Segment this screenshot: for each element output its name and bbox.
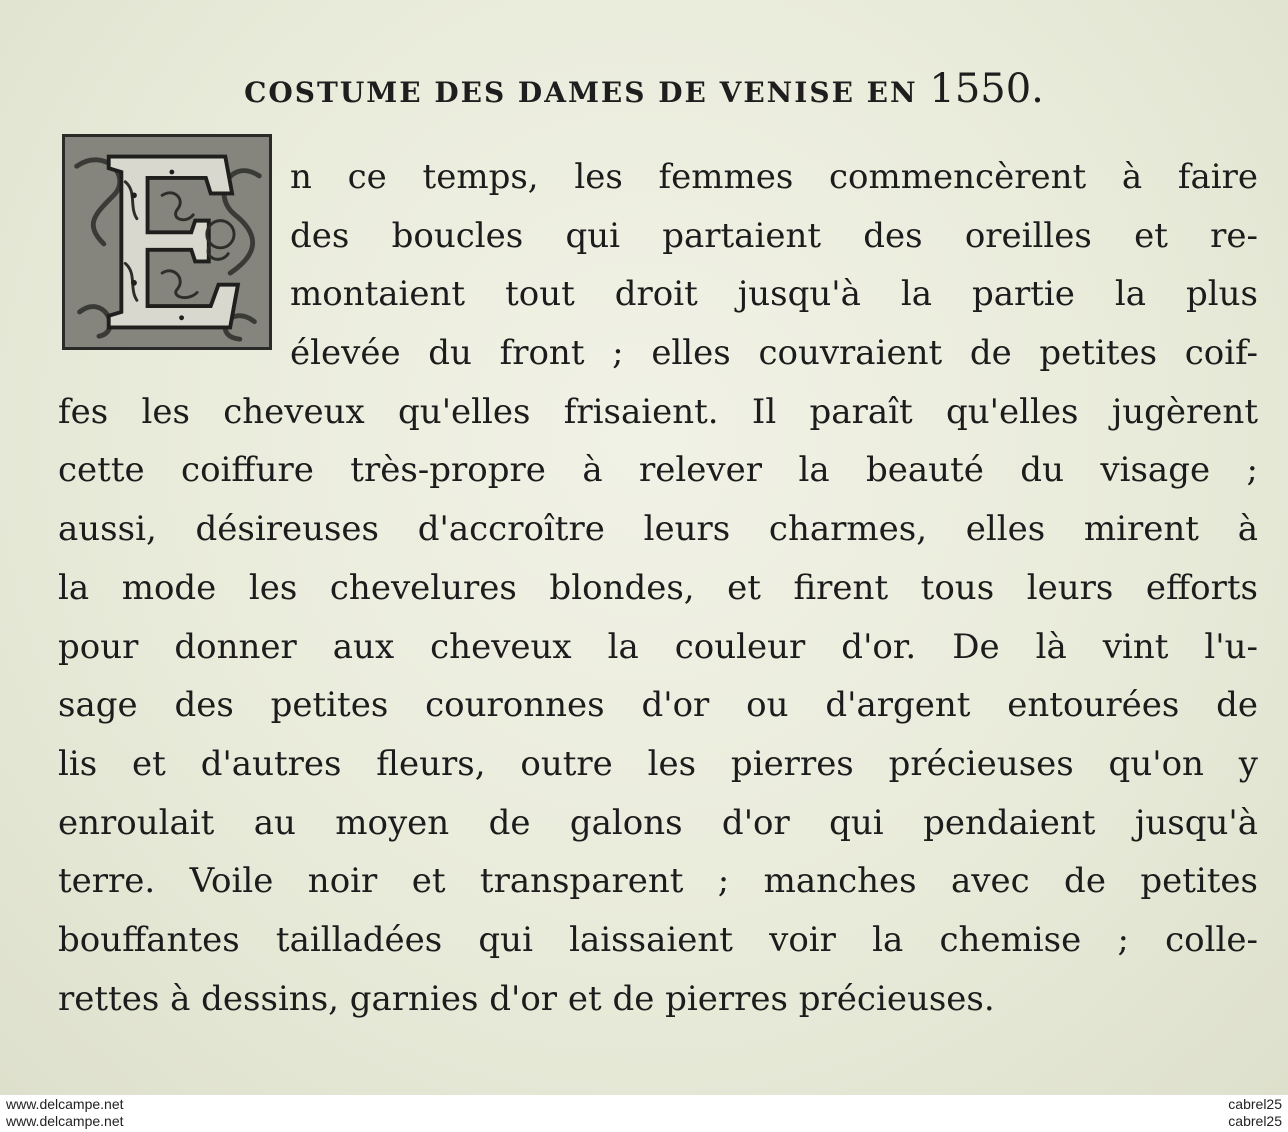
watermark-user: cabrel25 — [1228, 1113, 1282, 1129]
title-year: 1550. — [929, 66, 1044, 112]
page-title — [0, 66, 1288, 112]
text-line: aussi, désireuses d'accroître leurs charmes, elles mirent à — [58, 509, 1258, 550]
text-line: enroulait au moyen de galons d'or qui pendaient jusqu'à — [58, 802, 1258, 843]
text-line: cette coiffure très-propre à relever la beauté du visage ; — [58, 450, 1258, 491]
text-line: élevée du front ; elles couvraient de petites coif- — [290, 333, 1258, 374]
watermark-user: cabrel25 — [1228, 1096, 1282, 1112]
text-line: sage des petites couronnes d'or ou d'argent entourées de — [58, 685, 1258, 726]
text-line: n ce temps, les femmes commencèrent à faire — [290, 157, 1258, 197]
watermark-left — [6, 1096, 124, 1130]
watermark-site: www.delcampe.net — [6, 1096, 124, 1112]
text-line: des boucles qui partaient des oreilles et re- — [290, 215, 1258, 256]
watermark-site: www.delcampe.net — [6, 1113, 124, 1129]
text-line: fes les cheveux qu'elles frisaient. Il paraît qu'elles jugèrent — [58, 391, 1258, 432]
body-paragraph — [58, 148, 1258, 1028]
text-line: lis et d'autres fleurs, outre les pierres précieuses qu'on y — [58, 743, 1258, 784]
text-line: la mode les chevelures blondes, et firent tous leurs efforts — [58, 567, 1258, 608]
watermark-right — [1228, 1096, 1282, 1130]
text-line: bouffantes tailladées qui laissaient voir la chemise ; colle- — [58, 919, 1258, 960]
title-text: COSTUME DES DAMES DE VENISE EN — [244, 76, 918, 109]
text-line: montaient tout droit jusqu'à la partie la plus — [290, 274, 1258, 315]
watermark-bar — [0, 1095, 1288, 1132]
text-line: pour donner aux cheveux la couleur d'or. De là vint l'u- — [58, 626, 1258, 667]
text-line: terre. Voile noir et transparent ; manches avec de petites — [58, 861, 1258, 902]
text-line: rettes à dessins, garnies d'or et de pierres précieuses. — [58, 978, 995, 1019]
